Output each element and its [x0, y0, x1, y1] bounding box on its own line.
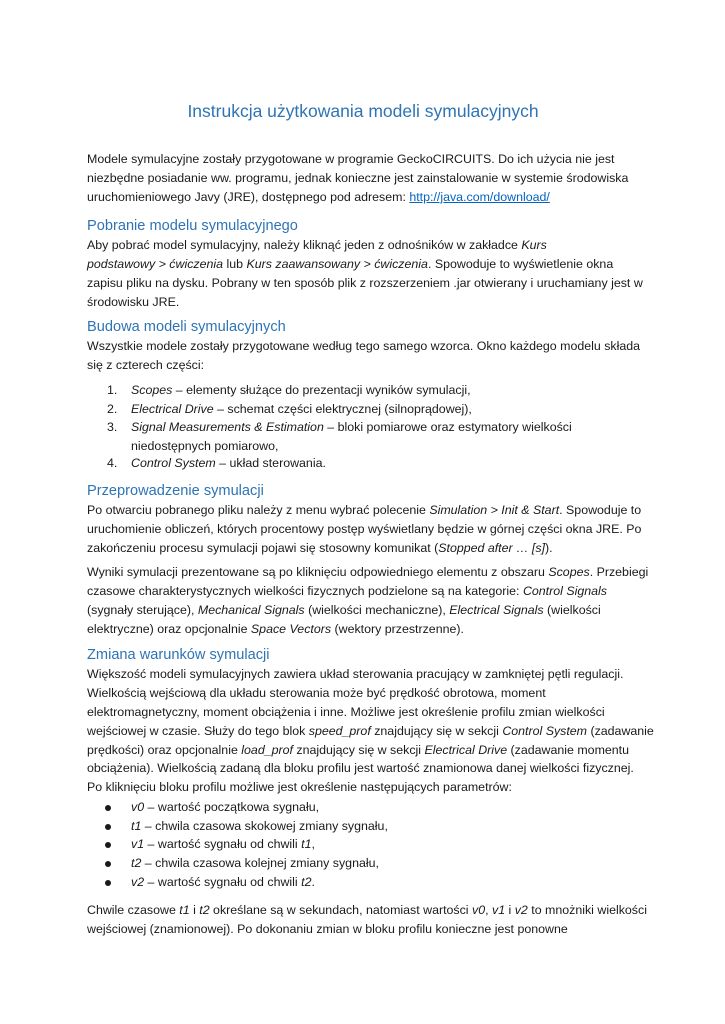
text-line: elektryczne) oraz opcjonalnie Space Vectors (wektory przestrzenne). [87, 621, 464, 636]
section-heading-structure: Budowa modeli symulacyjnych [87, 319, 286, 335]
text-line: Po kliknięciu bloku profilu możliwe jest określenie następujących parametrów: [87, 780, 512, 795]
section-structure-text [87, 337, 639, 375]
section-heading-conditions: Zmiana warunków symulacji [87, 647, 270, 663]
section-conditions-final [87, 901, 647, 939]
bullet-icon [105, 842, 111, 848]
text-line: środowisku JRE. [87, 294, 180, 309]
java-download-link[interactable]: http://java.com/download/ [409, 189, 550, 204]
text-line: (sygnały sterujące), Mechanical Signals (wielkości mechaniczne), Electrical Signals (wielkości [87, 602, 601, 617]
text-line: Po otwarciu pobranego pliku należy z menu wybrać polecenie Simulation > Init & Start. Spowoduje to [87, 503, 642, 517]
text-line: Wszystkie modele zostały przygotowane według tego samego wzorca. Okno każdego modelu składa [87, 339, 641, 353]
bullet-icon [105, 805, 111, 811]
intro-paragraph [87, 150, 639, 207]
text-line: Modele symulacyjne zostały przygotowane w programie GeckoCIRCUITS. Do ich użycia nie jest [87, 152, 615, 166]
section-simulation-p1 [87, 501, 642, 558]
text-line: uruchomienie obliczeń, których procentowy postęp wyświetlany będzie w górnej części okna JRE. Po [87, 521, 642, 536]
text-line: podstawowy > ćwiczenia lub Kurs zaawansowany > ćwiczenia. Spowoduje to wyświetlenie okna [87, 256, 614, 271]
bullet-icon [105, 880, 111, 886]
section-download-text [87, 236, 643, 312]
text-line: Aby pobrać model symulacyjny, należy kliknąć jeden z odnośników w zakładce Kurs [87, 238, 547, 252]
section-heading-download: Pobranie modelu symulacyjnego [87, 218, 298, 234]
section-simulation-p2 [87, 563, 649, 639]
text-line: elektromagnetyczny, moment obciążenia i inne. Możliwe jest określenie profilu zmian wielkości [87, 704, 605, 719]
text-line: Chwile czasowe t1 i t2 określane są w sekundach, natomiast wartości v0, v1 i v2 to mnożniki wielkości [87, 903, 647, 917]
text-line: czasowe charakterystycznych wielkości fizycznych podzielone są na kategorie: Control Signals [87, 583, 607, 598]
document-title: Instrukcja użytkowania modeli symulacyjnych [187, 101, 539, 121]
text-line: niezbędne posiadanie ww. programu, jednak konieczne jest zainstalowanie w systemie środowiska [87, 170, 629, 185]
bullet-icon [105, 861, 111, 867]
text-line: zapisu pliku na dysku. Pobrany w ten sposób plik z rozszerzeniem .jar otwierany i uruchamiany jest w [87, 275, 643, 290]
text-line: prędkości) oraz opcjonalnie load_prof znajdujący się w sekcji Electrical Drive (zadawanie momentu [87, 742, 630, 757]
bullet-icon [105, 824, 111, 830]
text-line: uruchomieniowego Javy (JRE), dostępnego pod adresem: http://java.com/download/ [87, 189, 550, 204]
text-line: Wyniki symulacji prezentowane są po kliknięciu odpowiedniego elementu z obszaru Scopes. Przebiegi [87, 565, 649, 579]
section-heading-simulation: Przeprowadzenie symulacji [87, 483, 264, 499]
text-line: wejściowej w czasie. Służy do tego blok speed_prof znajdujący się w sekcji Control System (zadawanie [87, 723, 654, 738]
section-conditions-text [87, 665, 654, 797]
text-line: Większość modeli symulacyjnych zawiera układ sterowania pracujący w zamkniętej pętli regulacji. [87, 667, 624, 681]
text-line: wejściowej (znamionowej). Po dokonaniu zmian w bloku profilu konieczne jest ponowne [87, 921, 568, 936]
text-line: się z czterech części: [87, 357, 205, 372]
text-line: obciążenia). Wielkością zadaną dla bloku profilu jest wartość znamionowa danej wielkości fizycznej. [87, 761, 634, 776]
text-line: Wielkością wejściową dla układu sterowania może być prędkość obrotowa, moment [87, 685, 546, 700]
text-line: zakończeniu procesu symulacji pojawi się stosowny komunikat (Stopped after … [s]). [87, 540, 553, 555]
